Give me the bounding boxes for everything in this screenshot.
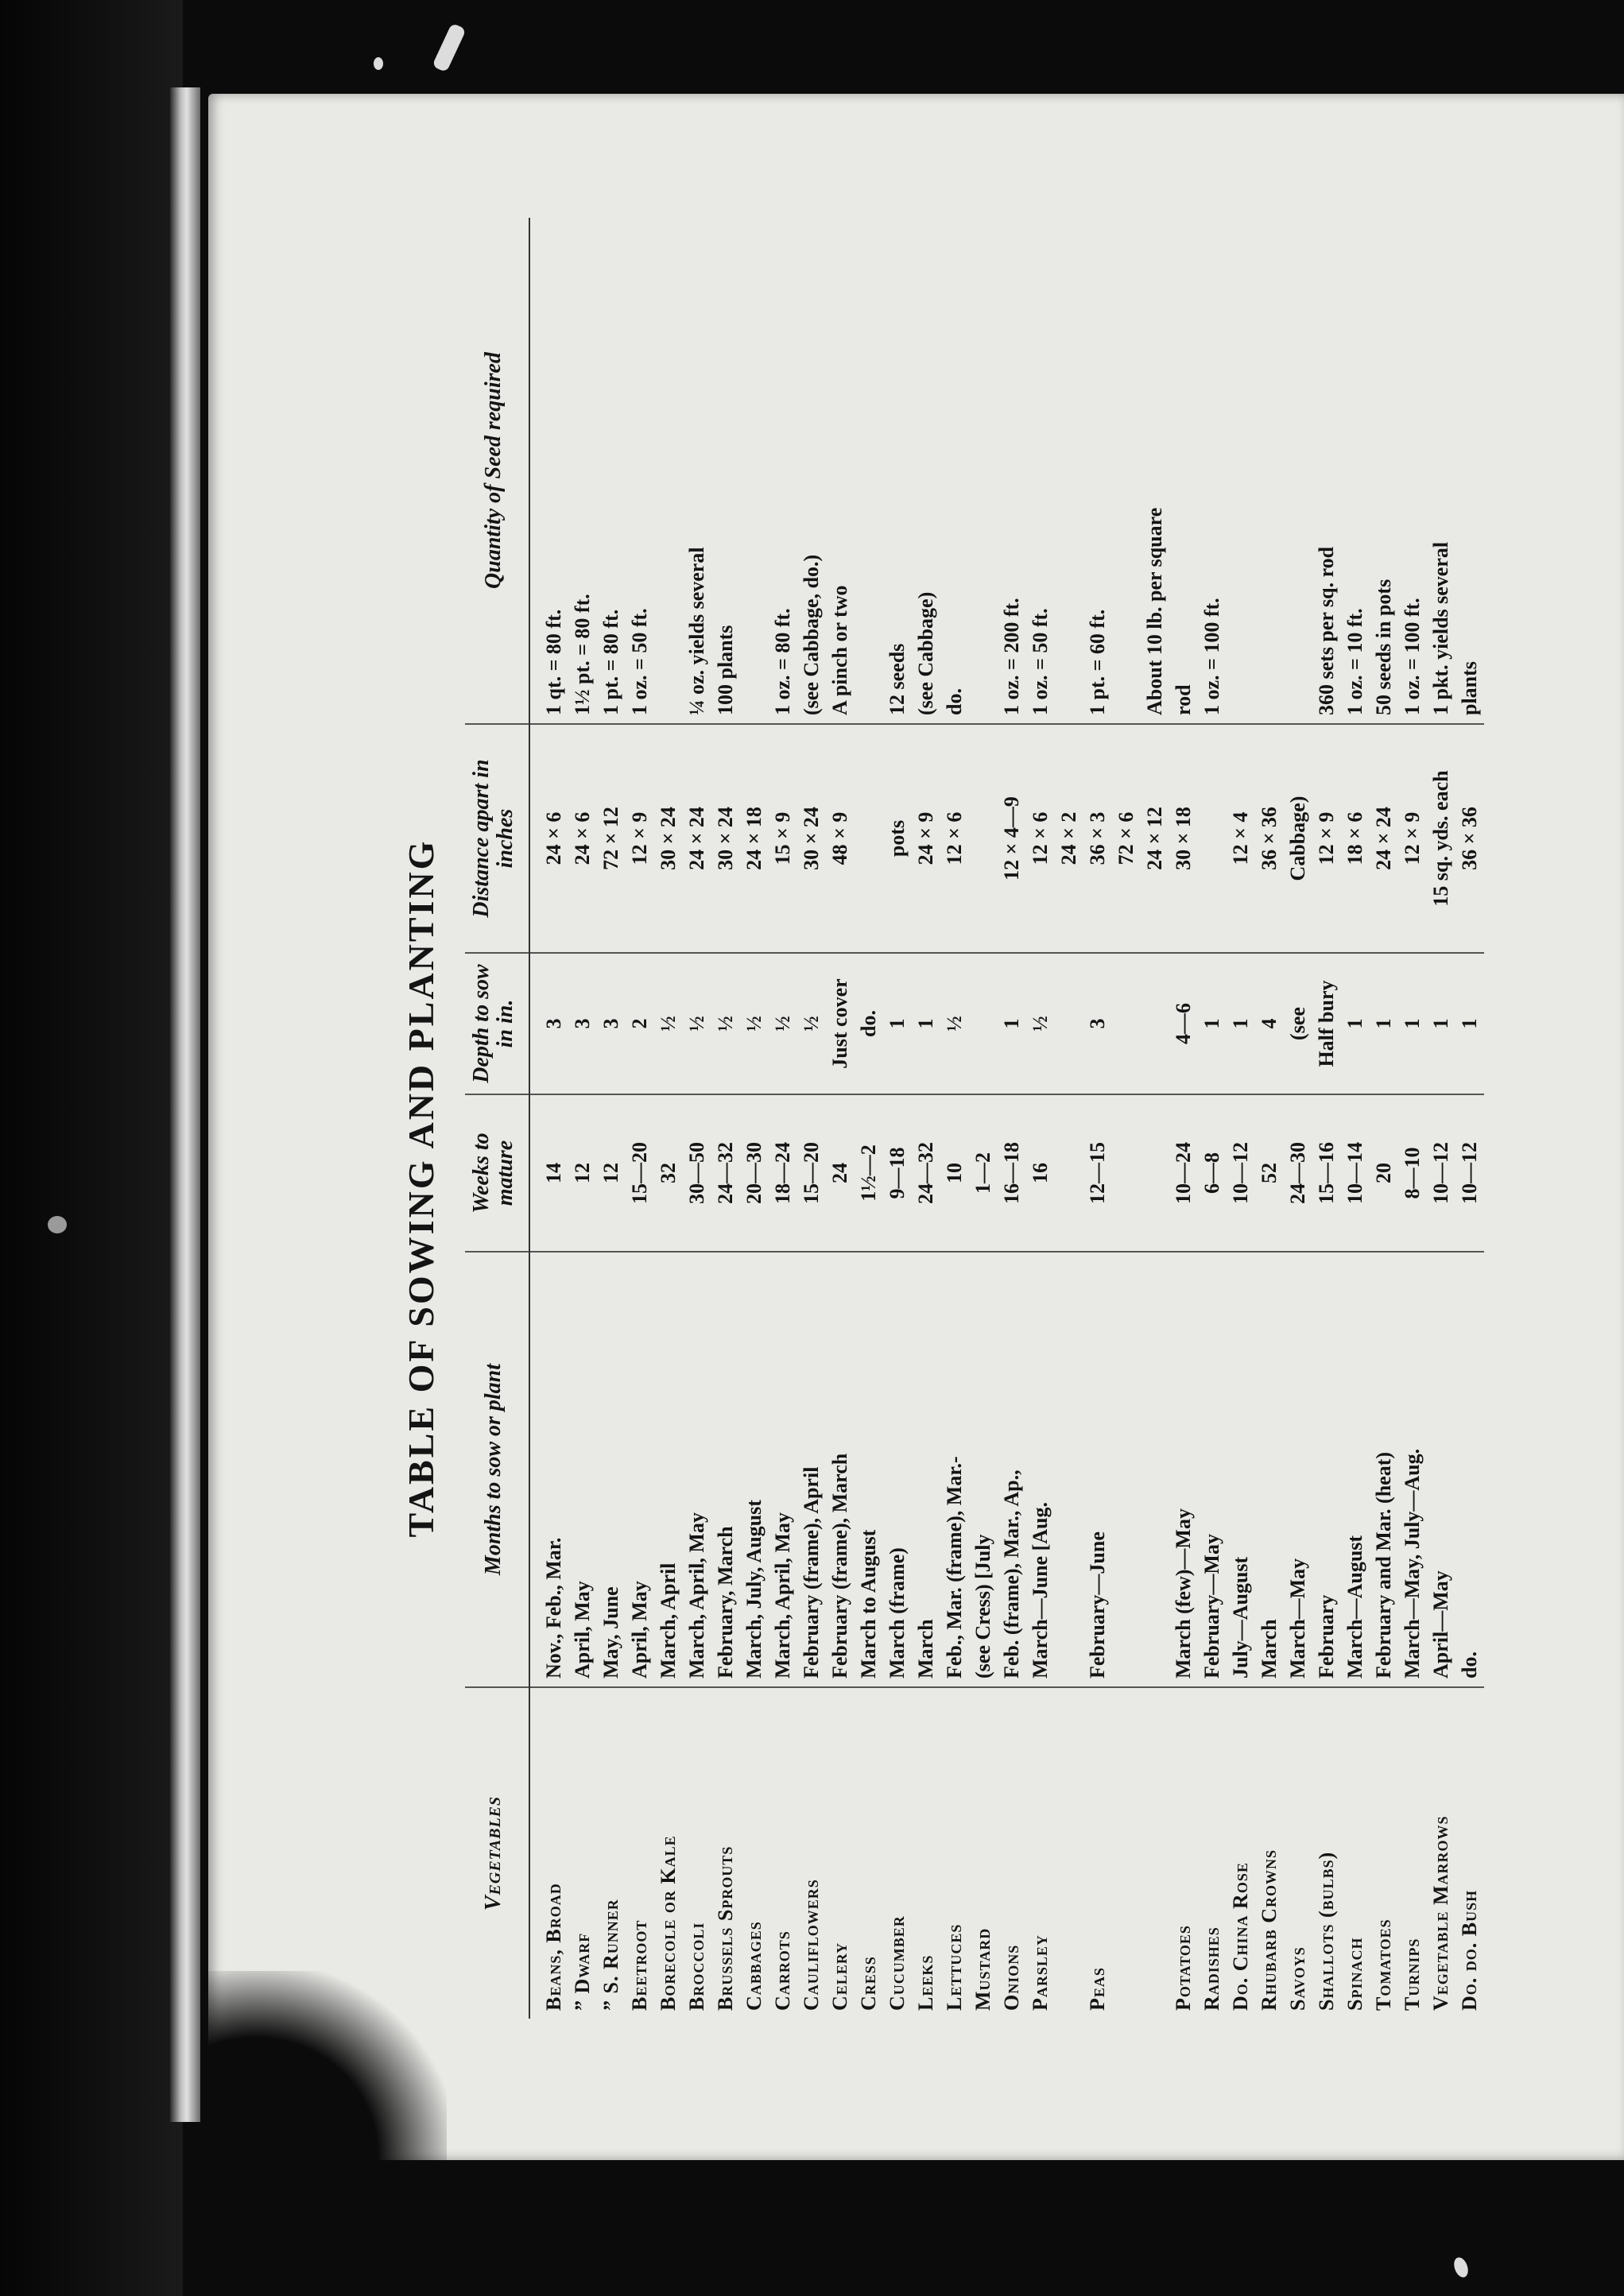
cell-depth: 1 (883, 953, 912, 1094)
cell-distance: 24 × 2 (1055, 724, 1083, 953)
cell-weeks: 12 (597, 1094, 626, 1252)
cell-distance: 72 × 6 (1112, 724, 1141, 953)
cell-months (1055, 1252, 1083, 1687)
column-header-vegetables: Vegetables (465, 1687, 529, 2019)
table-row (1083, 218, 1112, 2019)
table-row (912, 218, 940, 2019)
table-row (998, 218, 1026, 2019)
cell-months: July—August (1227, 1252, 1255, 1687)
cell-distance: 30 × 24 (797, 724, 826, 953)
rotated-page-content (397, 87, 1622, 2074)
cell-months: April, May (568, 1252, 597, 1687)
cell-months: March, April, May (769, 1252, 797, 1687)
cell-vegetable: Beetroot (628, 1919, 651, 2011)
cell-months: March, April (654, 1252, 683, 1687)
cell-months: February (frame), March (826, 1252, 855, 1687)
cell-quantity: 1 oz. = 50 ft. (626, 218, 654, 724)
cell-vegetable: Spinach (1343, 1937, 1366, 2011)
cell-vegetable: ” Dwarf (571, 1932, 594, 2011)
table-row (1284, 218, 1312, 2019)
cell-months: February—May (1198, 1252, 1227, 1687)
book-binding-edge (170, 87, 200, 2122)
table-row (1169, 218, 1198, 2019)
cell-quantity: 1 qt. = 80 ft. (529, 218, 568, 724)
cell-months (1112, 1252, 1141, 1687)
cell-vegetable: Celery (828, 1942, 851, 2011)
cell-depth: 1 (998, 953, 1026, 1094)
cell-vegetable (1112, 1687, 1141, 2019)
table-row (1427, 218, 1455, 2019)
cell-quantity: 1 oz. = 200 ft. (998, 218, 1026, 724)
cell-quantity (1284, 218, 1312, 724)
cell-quantity: 1 oz. = 50 ft. (1026, 218, 1055, 724)
cell-weeks: 10—12 (1427, 1094, 1455, 1252)
cell-distance: 12 × 4—9 (998, 724, 1026, 953)
cell-months: February, March (711, 1252, 740, 1687)
cell-weeks: 20 (1370, 1094, 1398, 1252)
cell-months: March (few)—May (1169, 1252, 1198, 1687)
cell-distance (855, 724, 883, 953)
dust-speck (48, 1216, 67, 1233)
cell-depth: ½ (740, 953, 769, 1094)
table-row (597, 218, 626, 2019)
cell-quantity (1227, 218, 1255, 724)
table-row (711, 218, 740, 2019)
cell-depth: ½ (797, 953, 826, 1094)
cell-depth: 4—6 (1169, 953, 1198, 1094)
cell-vegetable: Turnips (1401, 1938, 1424, 2011)
cell-distance: 72 × 12 (597, 724, 626, 953)
cell-quantity (1112, 218, 1141, 724)
cell-depth: ½ (683, 953, 711, 1094)
cell-months: March, July, August (740, 1252, 769, 1687)
cell-weeks: 32 (654, 1094, 683, 1252)
table-row (1312, 218, 1341, 2019)
cell-quantity (1255, 218, 1284, 724)
cell-vegetable: Do. China Rose (1229, 1862, 1252, 2011)
cell-quantity: 1 oz. = 100 ft. (1198, 218, 1227, 724)
cell-months: March—May, July—Aug. (1398, 1252, 1427, 1687)
cell-distance: 36 × 36 (1255, 724, 1284, 953)
cell-quantity: 1 pt. = 80 ft. (597, 218, 626, 724)
cell-depth: ½ (940, 953, 969, 1094)
cell-depth: 1 (1227, 953, 1255, 1094)
column-header-quantity: Quantity of Seed required (465, 218, 529, 724)
cell-distance: 24 × 24 (683, 724, 711, 953)
cell-vegetable: Borecole or Kale (657, 1835, 680, 2011)
cell-depth: 3 (597, 953, 626, 1094)
table-row (1455, 218, 1484, 2019)
cell-depth: 1 (1427, 953, 1455, 1094)
cell-distance: 24 × 9 (912, 724, 940, 953)
cell-depth (1055, 953, 1083, 1094)
cell-months: March to August (855, 1252, 883, 1687)
cell-weeks: 1½—2 (855, 1094, 883, 1252)
cell-weeks: 8—10 (1398, 1094, 1427, 1252)
dust-speck (432, 23, 466, 73)
cell-vegetable: Cabbages (742, 1921, 765, 2011)
table-row (969, 218, 998, 2019)
table-row (940, 218, 969, 2019)
cell-weeks: 12—15 (1083, 1094, 1112, 1252)
cell-months: February and Mar. (heat) (1370, 1252, 1398, 1687)
cell-depth: 1 (1455, 953, 1484, 1094)
cell-quantity: 1 pkt. yields several (1427, 218, 1455, 724)
cell-distance: 30 × 24 (654, 724, 683, 953)
cell-weeks: 10—14 (1341, 1094, 1370, 1252)
cell-depth: Just cover (826, 953, 855, 1094)
sowing-table (465, 218, 1484, 2019)
cell-months: February (1312, 1252, 1341, 1687)
cell-vegetable: Do. do. Bush (1458, 1889, 1481, 2011)
cell-vegetable: Tomatoes (1372, 1918, 1395, 2011)
table-row (1198, 218, 1227, 2019)
cell-vegetable: Vegetable Marrows (1429, 1815, 1452, 2011)
cell-months: March (912, 1252, 940, 1687)
cell-distance: Cabbage) (1284, 724, 1312, 953)
cell-weeks: 6—8 (1198, 1094, 1227, 1252)
cell-weeks (1055, 1094, 1083, 1252)
cell-weeks: 15—20 (797, 1094, 826, 1252)
table-row (769, 218, 797, 2019)
cell-quantity: 1 oz. = 10 ft. (1341, 218, 1370, 724)
cell-vegetable: Carrots (771, 1930, 794, 2011)
cell-depth: 1 (912, 953, 940, 1094)
table-row (1055, 218, 1083, 2019)
cell-months: Feb., Mar. (frame), Mar.- (940, 1252, 969, 1687)
cell-weeks: 16 (1026, 1094, 1055, 1252)
table-row (1227, 218, 1255, 2019)
cell-depth: ½ (1026, 953, 1055, 1094)
cell-vegetable: Potatoes (1172, 1925, 1195, 2011)
cell-months: March (frame) (883, 1252, 912, 1687)
cell-quantity (855, 218, 883, 724)
cell-vegetable: Onions (1000, 1944, 1023, 2011)
cell-weeks (1141, 1094, 1169, 1252)
table-row (883, 218, 912, 2019)
cell-quantity: plants (1455, 218, 1484, 724)
cell-weeks (1112, 1094, 1141, 1252)
table-body (529, 218, 1484, 2019)
cell-weeks: 1—2 (969, 1094, 998, 1252)
cell-weeks: 24—32 (912, 1094, 940, 1252)
cell-quantity: 360 sets per sq. rod (1312, 218, 1341, 724)
cell-distance: 12 × 9 (1398, 724, 1427, 953)
cell-distance: 48 × 9 (826, 724, 855, 953)
cell-quantity: 1½ pt. = 80 ft. (568, 218, 597, 724)
cell-vegetable: Peas (1086, 1967, 1109, 2011)
cell-distance: 15 × 9 (769, 724, 797, 953)
table-header-row (465, 218, 529, 2019)
cell-depth: 4 (1255, 953, 1284, 1094)
cell-months: March—May (1284, 1252, 1312, 1687)
cell-months: March, April, May (683, 1252, 711, 1687)
cell-weeks: 30—50 (683, 1094, 711, 1252)
cell-distance (969, 724, 998, 953)
table-row (855, 218, 883, 2019)
cell-quantity: ¼ oz. yields several (683, 218, 711, 724)
column-header-distance: Distance apart in inches (465, 724, 529, 953)
cell-months: Feb. (frame), Mar., Ap., (998, 1252, 1026, 1687)
table-row (1255, 218, 1284, 2019)
cell-vegetable (1141, 1687, 1169, 2019)
cell-depth: 1 (1370, 953, 1398, 1094)
cell-distance: 24 × 24 (1370, 724, 1398, 953)
table-row (529, 218, 568, 2019)
dust-speck (374, 57, 383, 70)
cell-vegetable: Lettuces (943, 1923, 966, 2011)
cell-vegetable: Leeks (914, 1954, 937, 2011)
cell-vegetable: Parsley (1029, 1934, 1052, 2011)
cell-quantity: rod (1169, 218, 1198, 724)
cell-vegetable: Broccoli (685, 1922, 708, 2011)
cell-vegetable: Mustard (971, 1927, 994, 2011)
cell-distance: 12 × 6 (1026, 724, 1055, 953)
table-row (797, 218, 826, 2019)
cell-weeks: 9—18 (883, 1094, 912, 1252)
cell-distance: 15 sq. yds. each (1427, 724, 1455, 953)
cell-distance: 30 × 24 (711, 724, 740, 953)
cell-months: April, May (626, 1252, 654, 1687)
cell-quantity: do. (940, 218, 969, 724)
table-row (1141, 218, 1169, 2019)
cell-months: April—May (1427, 1252, 1455, 1687)
cell-quantity: 1 pt. = 60 ft. (1083, 218, 1112, 724)
cell-vegetable: Savoys (1286, 1946, 1309, 2011)
cell-months (1141, 1252, 1169, 1687)
cell-months: February—June (1083, 1252, 1112, 1687)
cell-weeks: 15—16 (1312, 1094, 1341, 1252)
cell-depth: 3 (568, 953, 597, 1094)
cell-distance: 36 × 3 (1083, 724, 1112, 953)
table-row (1026, 218, 1055, 2019)
cell-distance: pots (883, 724, 912, 953)
cell-quantity (654, 218, 683, 724)
cell-quantity: 12 seeds (883, 218, 912, 724)
cell-weeks: 24—30 (1284, 1094, 1312, 1252)
cell-depth: (see (1284, 953, 1312, 1094)
cell-quantity: 1 oz. = 100 ft. (1398, 218, 1427, 724)
table-row (826, 218, 855, 2019)
cell-months: May, June (597, 1252, 626, 1687)
cell-depth (969, 953, 998, 1094)
cell-distance: 30 × 18 (1169, 724, 1198, 953)
cell-distance: 18 × 6 (1341, 724, 1370, 953)
cell-months: March (1255, 1252, 1284, 1687)
cell-distance (1198, 724, 1227, 953)
column-header-weeks: Weeks to mature (465, 1094, 529, 1252)
cell-distance: 12 × 4 (1227, 724, 1255, 953)
table-row (1341, 218, 1370, 2019)
cell-quantity: (see Cabbage, do.) (797, 218, 826, 724)
column-header-depth: Depth to sow in in. (465, 953, 529, 1094)
cell-quantity: 50 seeds in pots (1370, 218, 1398, 724)
cell-depth: ½ (711, 953, 740, 1094)
table-title: TABLE OF SOWING AND PLANTING (401, 838, 441, 1538)
cell-weeks: 10—12 (1455, 1094, 1484, 1252)
cell-distance: 24 × 6 (529, 724, 568, 953)
cell-quantity (969, 218, 998, 724)
cell-weeks: 10—12 (1227, 1094, 1255, 1252)
cell-months: Nov., Feb., Mar. (529, 1252, 568, 1687)
cell-depth: 1 (1398, 953, 1427, 1094)
cell-quantity: A pinch or two (826, 218, 855, 724)
cell-quantity: 100 plants (711, 218, 740, 724)
cell-depth: do. (855, 953, 883, 1094)
cell-depth: 3 (1083, 953, 1112, 1094)
cell-depth: 1 (1341, 953, 1370, 1094)
film-border-left (0, 0, 183, 2296)
cell-distance: 36 × 36 (1455, 724, 1484, 953)
cell-vegetable: Rhubarb Crowns (1258, 1849, 1281, 2011)
cell-months: February (frame), April (797, 1252, 826, 1687)
cell-depth: 3 (529, 953, 568, 1094)
table-row (568, 218, 597, 2019)
cell-vegetable: Cress (857, 1956, 880, 2011)
table-row (1398, 218, 1427, 2019)
cell-weeks: 12 (568, 1094, 597, 1252)
cell-weeks: 10—24 (1169, 1094, 1198, 1252)
cell-distance: 12 × 9 (626, 724, 654, 953)
cell-weeks: 18—24 (769, 1094, 797, 1252)
cell-depth (1112, 953, 1141, 1094)
cell-quantity: About 10 lb. per square (1141, 218, 1169, 724)
cell-vegetable: Cucumber (886, 1915, 909, 2011)
cell-quantity: 1 oz. = 80 ft. (769, 218, 797, 724)
cell-vegetable: Shallots (bulbs) (1315, 1851, 1338, 2011)
table-row (1370, 218, 1398, 2019)
cell-vegetable: Beans, Broad (542, 1883, 565, 2011)
cell-weeks: 20—30 (740, 1094, 769, 1252)
cell-depth (1141, 953, 1169, 1094)
cell-months: March—June [Aug. (1026, 1252, 1055, 1687)
cell-depth: Half bury (1312, 953, 1341, 1094)
cell-depth: ½ (769, 953, 797, 1094)
cell-quantity (740, 218, 769, 724)
cell-depth: ½ (654, 953, 683, 1094)
cell-depth: 2 (626, 953, 654, 1094)
cell-weeks: 10 (940, 1094, 969, 1252)
cell-distance: 12 × 6 (940, 724, 969, 953)
cell-distance: 24 × 6 (568, 724, 597, 953)
cell-vegetable: Radishes (1200, 1926, 1223, 2011)
table-row (1112, 218, 1141, 2019)
table-row (683, 218, 711, 2019)
table-row (654, 218, 683, 2019)
cell-months: (see Cress) [July (969, 1252, 998, 1687)
column-header-months: Months to sow or plant (465, 1252, 529, 1687)
cell-quantity: (see Cabbage) (912, 218, 940, 724)
cell-vegetable: Cauliflowers (800, 1879, 823, 2011)
cell-weeks: 15—20 (626, 1094, 654, 1252)
cell-quantity (1055, 218, 1083, 724)
film-border-bottom (208, 2160, 1624, 2296)
table-row (626, 218, 654, 2019)
cell-weeks: 24—32 (711, 1094, 740, 1252)
cell-vegetable: ” S. Runner (599, 1899, 622, 2011)
cell-depth: 1 (1198, 953, 1227, 1094)
cell-months: do. (1455, 1252, 1484, 1687)
cell-distance: 12 × 9 (1312, 724, 1341, 953)
cell-distance: 24 × 18 (740, 724, 769, 953)
table-row (740, 218, 769, 2019)
cell-distance: 24 × 12 (1141, 724, 1169, 953)
cell-weeks: 52 (1255, 1094, 1284, 1252)
cell-weeks: 24 (826, 1094, 855, 1252)
cell-weeks: 14 (529, 1094, 568, 1252)
cell-vegetable (1055, 1687, 1083, 2019)
cell-vegetable: Brussels Sprouts (714, 1845, 737, 2011)
cell-weeks: 16—18 (998, 1094, 1026, 1252)
cell-months: March—August (1341, 1252, 1370, 1687)
